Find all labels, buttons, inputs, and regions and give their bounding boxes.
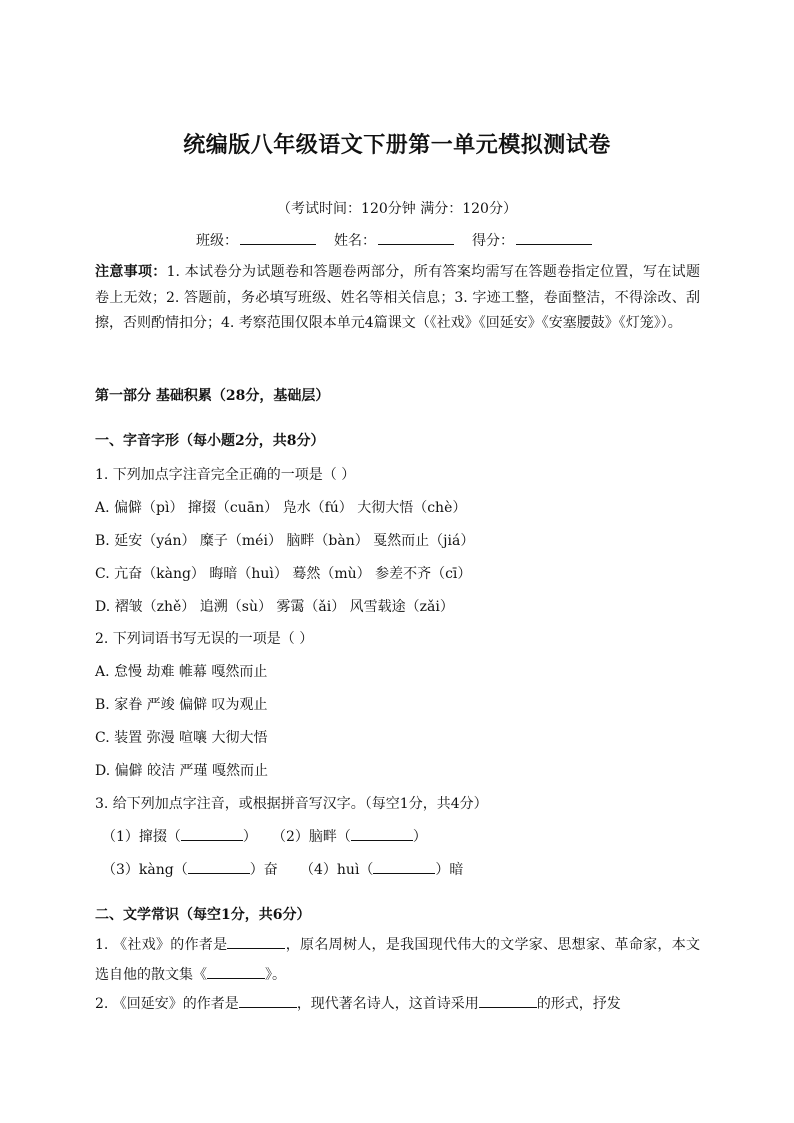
notice-label: 注意事项：	[95, 264, 167, 280]
section2-question-1	[95, 930, 700, 990]
name-blank[interactable]	[378, 230, 454, 245]
notice-block	[95, 260, 700, 337]
question-3-stem: 3. 给下列加点字注音，或根据拼音写汉字。（每空1分，共4分）	[95, 796, 488, 812]
q3-item2-blank[interactable]	[351, 826, 413, 841]
q3-item4-suffix: ）暗	[435, 862, 464, 878]
s2q2-part-c: 的形式，抒发	[536, 996, 621, 1012]
section2-heading: 二、文学常识（每空1分，共6分）	[95, 907, 311, 923]
question-2-option-c: C. 装置 弥漫 喧嚷 大彻大悟	[95, 730, 268, 746]
question-3-item-2	[272, 826, 427, 846]
q3-item2-prefix: （2）脑畔（	[272, 829, 351, 845]
class-label: 班级：	[196, 233, 238, 249]
question-1-option-d: D. 褶皱（zhě） 追溯（sù） 雾霭（ǎi） 风雪载途（zǎi）	[95, 599, 454, 615]
s2q1-part-a: 1. 《社戏》的作者是	[95, 937, 228, 953]
exam-title: 统编版八年级语文下册第一单元模拟测试卷	[183, 132, 611, 158]
question-2-option-b: B. 家眷 严竣 偏僻 叹为观止	[95, 697, 268, 713]
name-field	[334, 230, 454, 250]
class-blank[interactable]	[240, 230, 316, 245]
question-3-item-4	[300, 859, 463, 879]
q3-item4-prefix: （4）huì（	[300, 862, 374, 878]
section2-question-2	[95, 989, 700, 1019]
question-1-option-a: A. 偏僻（pì） 撺掇（cuān） 凫水（fú） 大彻大悟（chè）	[95, 500, 467, 516]
student-info-row	[196, 230, 592, 250]
question-1-option-c: C. 亢奋（kàng） 晦暗（huì） 蓦然（mù） 参差不齐（cī）	[95, 566, 472, 582]
score-field	[472, 230, 592, 250]
question-1-stem: 1. 下列加点字注音完全正确的一项是（ ）	[95, 467, 356, 483]
s2q1-part-b: ，原名周树人，是我国现代伟大的文学家、思想家、革命家，本文选自他的散文集《	[95, 937, 701, 983]
s2q2-blank-author[interactable]	[239, 993, 297, 1008]
q3-item3-suffix: ）奋	[249, 862, 278, 878]
q3-item2-suffix: ）	[412, 829, 427, 845]
part1-heading: 第一部分 基础积累（28分，基础层）	[95, 388, 330, 404]
q3-item1-suffix: ）	[242, 829, 257, 845]
question-2-option-a: A. 怠慢 劫难 帷幕 嘎然而止	[95, 664, 268, 680]
question-3-item-1	[102, 826, 257, 846]
class-field	[196, 230, 316, 250]
q3-item3-blank[interactable]	[188, 859, 250, 874]
question-1-option-b: B. 延安（yán） 糜子（méi） 脑畔（bàn） 戛然而止（jiá）	[95, 533, 475, 549]
s2q1-blank-collection[interactable]	[207, 964, 265, 979]
s2q2-blank-form[interactable]	[479, 993, 537, 1008]
question-2-option-d: D. 偏僻 皎洁 严瑾 嘎然而止	[95, 763, 268, 779]
s2q2-part-b: ，现代著名诗人，这首诗采用	[296, 996, 479, 1012]
section1-heading: 一、字音字形（每小题2分，共8分）	[95, 433, 325, 449]
s2q2-part-a: 2. 《回延安》的作者是	[95, 996, 239, 1012]
q3-item1-blank[interactable]	[181, 826, 243, 841]
score-blank[interactable]	[516, 230, 592, 245]
name-label: 姓名：	[334, 233, 376, 249]
question-3-item-3	[102, 859, 278, 879]
exam-meta: （考试时间：120分钟 满分：120分）	[277, 201, 517, 217]
q3-item4-blank[interactable]	[373, 859, 435, 874]
score-label: 得分：	[472, 233, 514, 249]
q3-item3-prefix: （3）kàng（	[102, 862, 188, 878]
s2q1-part-c: 》。	[265, 967, 286, 983]
s2q1-blank-author[interactable]	[227, 934, 285, 949]
question-2-stem: 2. 下列词语书写无误的一项是（ ）	[95, 631, 314, 647]
notice-text: 1. 本试卷分为试题卷和答题卷两部分，所有答案均需写在答题卷指定位置，写在试题卷上无效；2. 答题前，务必填写班级、姓名等相关信息；3. 字迹工整，卷面整洁，不得涂改、刮擦，否则酌情扣分；4. 考察范围仅限本单元4篇课文（《社戏》《回延安》《安塞腰鼓》《灯笼》）。	[95, 264, 700, 331]
q3-item1-prefix: （1）撺掇（	[102, 829, 181, 845]
